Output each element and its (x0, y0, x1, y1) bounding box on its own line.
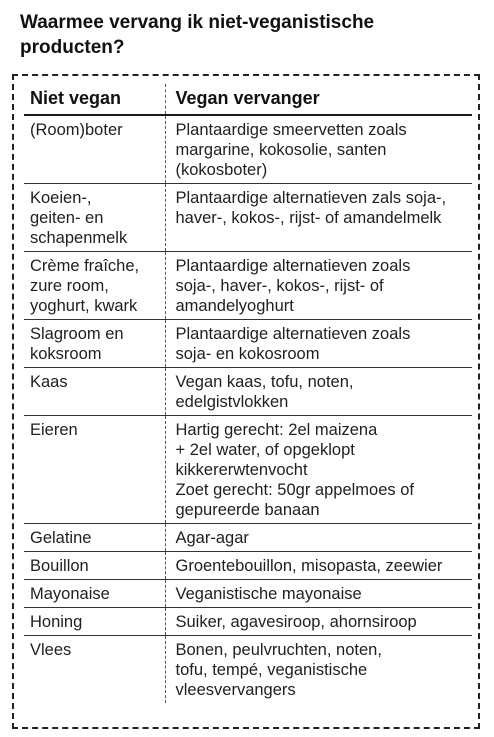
vegan-replacement-text: margarine, kokosolie, santen (175, 141, 387, 159)
table-row (24, 320, 472, 368)
non-vegan-text: Honing (30, 613, 83, 631)
vegan-replacement-text: kikkererwtenvocht (175, 461, 308, 479)
non-vegan-text: Bouillon (30, 557, 89, 575)
page-title: Waarmee vervang ik niet-veganistische producten? (20, 12, 375, 58)
vegan-replacement-text: + 2el water, of opgeklopt (175, 441, 355, 459)
non-vegan-text: yoghurt, kwark (30, 297, 138, 315)
non-vegan-text: Vlees (30, 641, 72, 659)
column-header-vegan-replacement: Vegan vervanger (165, 84, 472, 115)
non-vegan-text: schapenmelk (30, 229, 128, 247)
vegan-replacement-text: amandelyoghurt (175, 297, 294, 315)
vegan-replacement-text: Suiker, agavesiroop, ahornsiroop (175, 613, 417, 631)
table-row (24, 368, 472, 416)
vegan-replacement-text: soja- en kokosroom (175, 345, 320, 363)
non-vegan-text: Koeien-, (30, 189, 92, 207)
non-vegan-cell (24, 636, 165, 704)
non-vegan-text: Mayonaise (30, 585, 110, 603)
vegan-replacement-cell (165, 252, 472, 320)
table-row (24, 580, 472, 608)
vegan-replacement-cell (165, 552, 472, 580)
vegan-replacement-text: Plantaardige alternatieven zoals (175, 325, 411, 343)
vegan-replacement-text: tofu, tempé, veganistische (175, 661, 368, 679)
non-vegan-cell (24, 252, 165, 320)
non-vegan-text: Crème fraîche, (30, 257, 140, 275)
vegan-replacement-text: (kokosboter) (175, 161, 268, 179)
table-row (24, 252, 472, 320)
non-vegan-cell (24, 115, 165, 184)
table-row (24, 184, 472, 252)
non-vegan-text: zure room, (30, 277, 109, 295)
vegan-replacement-cell (165, 608, 472, 636)
vegan-replacement-text: Veganistische mayonaise (175, 585, 362, 603)
vegan-replacement-text: Groentebouillon, misopasta, zeewier (175, 557, 443, 575)
table-row (24, 636, 472, 704)
vegan-replacement-text: Plantaardige alternatieven zoals (175, 257, 411, 275)
vegan-replacement-text: Vegan kaas, tofu, noten, (175, 373, 354, 391)
non-vegan-text: koksroom (30, 345, 102, 363)
vegan-replacement-text: Plantaardige smeervetten zoals (175, 121, 407, 139)
vegan-replacement-cell (165, 368, 472, 416)
non-vegan-text: Slagroom en (30, 325, 124, 343)
vegan-replacement-text: haver-, kokos-, rijst- of amandelmelk (175, 209, 442, 227)
non-vegan-cell (24, 416, 165, 524)
non-vegan-cell (24, 184, 165, 252)
non-vegan-cell (24, 552, 165, 580)
non-vegan-text: Eieren (30, 421, 78, 439)
non-vegan-cell (24, 320, 165, 368)
vegan-replacement-text: gepureerde banaan (175, 501, 320, 519)
non-vegan-text: Gelatine (30, 529, 92, 547)
vegan-replacement-cell (165, 115, 472, 184)
replacement-table (24, 84, 472, 703)
non-vegan-text: Kaas (30, 373, 68, 391)
vegan-replacement-cell (165, 524, 472, 552)
dashed-table-frame (12, 74, 480, 729)
vegan-replacement-text: Zoet gerecht: 50gr appelmoes of (175, 481, 414, 499)
vegan-replacement-cell (165, 636, 472, 704)
vegan-replacement-text: vleesvervangers (175, 681, 296, 699)
vegan-replacement-cell (165, 580, 472, 608)
table-row (24, 552, 472, 580)
table-row (24, 115, 472, 184)
vegan-replacement-text: soja-, haver-, kokos-, rijst- of (175, 277, 384, 295)
non-vegan-cell (24, 368, 165, 416)
vegan-replacement-text: Bonen, peulvruchten, noten, (175, 641, 382, 659)
table-row (24, 608, 472, 636)
non-vegan-cell (24, 608, 165, 636)
non-vegan-cell (24, 580, 165, 608)
vegan-replacement-text: Plantaardige alternatieven zals soja-, (175, 189, 447, 207)
vegan-replacement-cell (165, 416, 472, 524)
column-header-non-vegan: Niet vegan (24, 84, 165, 115)
table-body (24, 115, 472, 703)
table-header-row (24, 84, 472, 115)
non-vegan-text: geiten- en (30, 209, 104, 227)
table-row (24, 524, 472, 552)
vegan-replacement-cell (165, 320, 472, 368)
vegan-replacement-text: Hartig gerecht: 2el maizena (175, 421, 378, 439)
non-vegan-cell (24, 524, 165, 552)
vegan-replacement-cell (165, 184, 472, 252)
table-row (24, 416, 472, 524)
non-vegan-text: (Room)boter (30, 121, 123, 139)
vegan-replacement-text: edelgistvlokken (175, 393, 289, 411)
vegan-replacement-text: Agar-agar (175, 529, 249, 547)
